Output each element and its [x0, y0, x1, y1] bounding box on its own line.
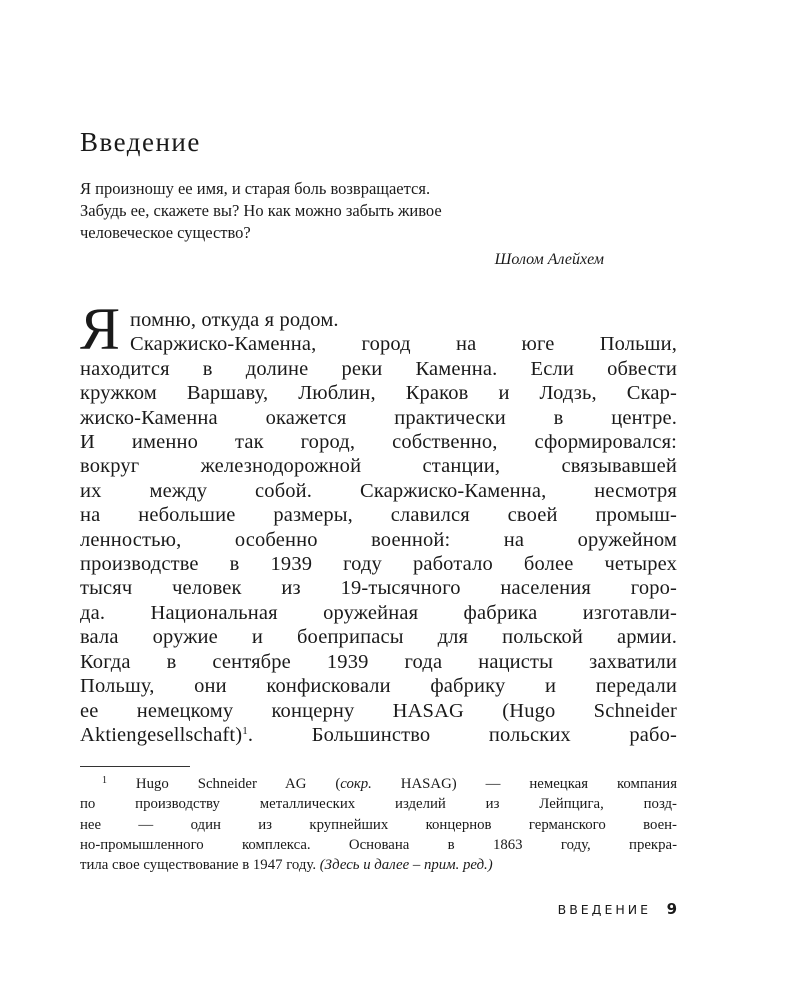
body-line: Скаржиско-Каменна, город на юге Польши,	[130, 333, 677, 356]
body-line: вала оружие и боеприпасы для польской армии.	[80, 626, 677, 649]
body-line: жиско-Каменна окажется практически в центре.	[80, 406, 677, 429]
book-page	[80, 0, 677, 1000]
epigraph-author: Шолом Алейхем	[494, 251, 604, 268]
drop-cap: Я	[80, 296, 121, 362]
footnote-line: по производству металлических изделий из Лейпцига, позд-	[80, 796, 677, 813]
footnote-line: но-промышленного комплекса. Основана в 1863 году, прекра-	[80, 836, 677, 853]
body-line: ее немецкому концерну HASAG (Hugo Schneider	[80, 699, 677, 722]
body-line: их между собой. Скаржиско-Каменна, несмотря	[80, 479, 677, 502]
body-line: кружком Варшаву, Люблин, Краков и Лодзь, Скар-	[80, 382, 677, 405]
body-line: да. Национальная оружейная фабрика изготавли-	[80, 601, 677, 624]
footnote-reference[interactable]: 1	[242, 724, 248, 737]
body-line: на небольшие размеры, славился своей промыш-	[80, 504, 677, 527]
body-line: Польшу, они конфисковали фабрику и передали	[80, 675, 677, 698]
body-line: производстве в 1939 году работало более четырех	[80, 553, 677, 576]
body-text	[80, 308, 677, 747]
footnote-line	[80, 855, 677, 875]
footnote-text: HASAG) — немецкая компания	[371, 776, 678, 792]
epigraph-line: Забудь ее, скажете вы? Но как можно забыть живое	[80, 201, 442, 220]
body-line-last	[80, 723, 677, 747]
body-line: тысяч человек из 19-тысячного населения горо-	[80, 577, 677, 600]
body-line: помню, откуда я родом.	[130, 309, 339, 331]
epigraph	[80, 178, 620, 244]
epigraph-line: человеческое существо?	[80, 223, 251, 242]
chapter-title: Введение	[80, 127, 201, 157]
page-number: 9	[666, 900, 677, 918]
running-head: ВВЕДЕНИЕ	[557, 902, 651, 917]
epigraph-line: Я произношу ее имя, и старая боль возвращается.	[80, 179, 431, 198]
body-line: И именно так город, собственно, сформировался:	[80, 431, 677, 454]
body-text-fragment: . Большинство польских рабо-	[247, 723, 677, 746]
footnote-text: Hugo Schneider AG (	[107, 776, 341, 792]
footnote-marker: 1	[102, 775, 107, 786]
body-line: Когда в сентябре 1939 года нацисты захватили	[80, 650, 677, 673]
footnote	[80, 774, 677, 875]
body-text-fragment: Aktiengesellschaft)	[80, 723, 243, 746]
footnote-line	[80, 774, 677, 794]
footnote-line: нее — один из крупнейших концернов германского воен-	[80, 816, 677, 833]
footnote-text: тила свое существование в 1947 году.	[80, 857, 320, 874]
body-line: вокруг железнодорожной станции, связывавшей	[80, 455, 677, 478]
body-line: находится в долине реки Каменна. Если обвести	[80, 357, 677, 380]
body-line: ленностью, особенно военной: на оружейном	[80, 528, 677, 551]
editor-note: (Здесь и далее – прим. ред.)	[319, 857, 493, 874]
footnote-divider	[80, 766, 190, 767]
footnote-abbreviation: сокр.	[340, 776, 372, 792]
